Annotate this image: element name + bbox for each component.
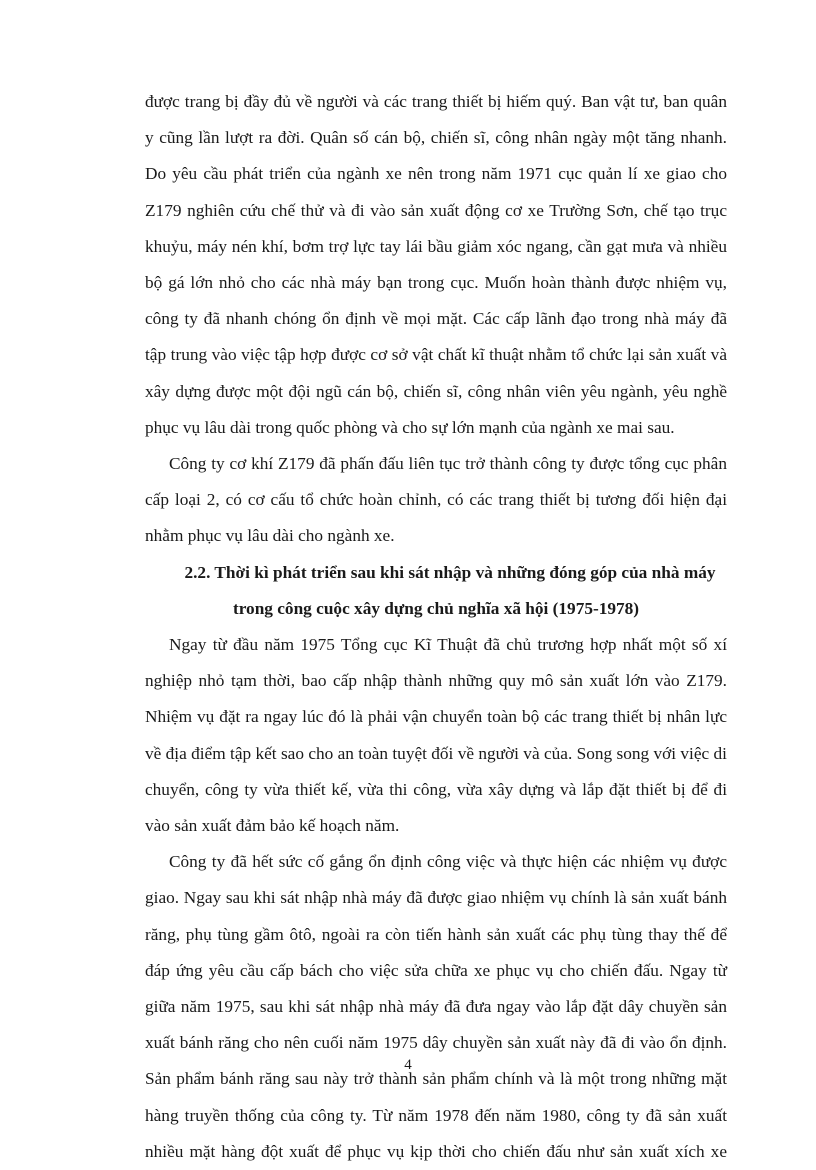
text-line: vào sản xuất đảm bảo kế hoạch năm.: [145, 816, 400, 836]
text-line: được trang bị đầy đủ về người và các trang thiết bị hiếm quý. Ban vật tư, ban quân: [145, 92, 727, 111]
paragraph-1: [145, 84, 727, 446]
text-line: cấp loại 2, có cơ cấu tổ chức hoàn chỉnh, có các trang thiết bị tương đối hiện đại: [145, 490, 727, 510]
heading-line-1: 2.2. Thời kì phát triển sau khi sát nhập và những đóng góp của nhà máy: [184, 562, 716, 582]
text-line: hàng truyền thống của công ty. Từ năm 1978 đến năm 1980, công ty đã sản xuất: [145, 1105, 727, 1125]
paragraph-3: [145, 627, 727, 844]
text-line: đáp ứng yêu cầu cấp bách cho việc sửa chữa xe phục vụ cho chiến đấu. Ngay từ: [145, 960, 727, 980]
text-line: Công ty đã hết sức cố gắng ổn định công việc và thực hiện các nhiệm vụ được: [169, 852, 727, 872]
section-heading: [145, 555, 727, 627]
text-line: y cũng lần lượt ra đời. Quân số cán bộ, chiến sĩ, công nhân ngày một tăng nhanh.: [145, 128, 727, 148]
text-line: chuyển, công ty vừa thiết kế, vừa thi công, vừa xây dựng và lắp đặt thiết bị để đi: [145, 779, 727, 799]
text-line: công ty đã nhanh chóng ổn định về mọi mặt. Các cấp lãnh đạo trong nhà máy đã: [145, 309, 727, 329]
text-line: xuất bánh răng cho nên cuối năm 1975 dây chuyền sản xuất này đã đi vào ổn định.: [145, 1033, 727, 1053]
text-line: khuỷu, máy nén khí, bơm trợ lực tay lái bầu giảm xóc ngang, cần gạt mưa và nhiều: [145, 236, 727, 256]
heading-line-2: trong công cuộc xây dựng chủ nghĩa xã hội (1975-1978): [232, 598, 640, 618]
document-body: [145, 84, 727, 1170]
text-line: nhằm phục vụ lâu dài cho ngành xe.: [145, 526, 395, 546]
text-line: nghiệp nhỏ tạm thời, bao cấp nhập thành những quy mô sản xuất lớn vào Z179.: [145, 671, 727, 691]
text-line: giao. Ngay sau khi sát nhập nhà máy đã được giao nhiệm vụ chính là sản xuất bánh: [145, 888, 727, 908]
text-line: về địa điểm tập kết sao cho an toàn tuyệt đối về người và của. Song song với việc di: [145, 743, 727, 763]
text-line: giữa năm 1975, sau khi sát nhập nhà máy đã đưa ngay vào lắp đặt dây chuyền sản: [145, 997, 727, 1017]
text-line: nhiều mặt hàng đột xuất để phục vụ kịp thời cho chiến đấu như sản xuất xích xe: [145, 1141, 727, 1161]
text-line: phục vụ lâu dài trong quốc phòng và cho sự lớn mạnh của ngành xe mai sau.: [145, 417, 675, 437]
text-line: bộ gá lớn nhỏ cho các nhà máy bạn trong cục. Muốn hoàn thành được nhiệm vụ,: [145, 273, 727, 293]
paragraph-2: [145, 446, 727, 555]
text-line: Do yêu cầu phát triển của ngành xe nên trong năm 1971 cục quản lí xe giao cho: [145, 164, 727, 184]
text-line: răng, phụ tùng gầm ôtô, ngoài ra còn tiến hành sản xuất các phụ tùng thay thế để: [145, 924, 727, 944]
text-line: xây dựng được một đội ngũ cán bộ, chiến sĩ, công nhân viên yêu ngành, yêu nghề: [145, 381, 727, 401]
text-line: Z179 nghiên cứu chế thử và đi vào sản xuất động cơ xe Trường Sơn, chế tạo trục: [145, 200, 727, 220]
text-line: Công ty cơ khí Z179 đã phấn đấu liên tục trở thành công ty được tổng cục phân: [169, 454, 727, 474]
text-line: Sản phẩm bánh răng sau này trở thành sản phẩm chính và là một trong những mặt: [145, 1069, 727, 1089]
text-line: tập trung vào việc tập hợp được cơ sở vật chất kĩ thuật nhằm tổ chức lại sản xuất và: [145, 345, 727, 365]
page-number: 4: [404, 1057, 412, 1073]
text-line: Ngay từ đầu năm 1975 Tổng cục Kĩ Thuật đã chủ trương hợp nhất một số xí: [169, 635, 727, 655]
text-line: Nhiệm vụ đặt ra ngay lúc đó là phải vận chuyển toàn bộ các trang thiết bị nhân lực: [145, 707, 727, 727]
paragraph-4: [145, 844, 727, 1170]
